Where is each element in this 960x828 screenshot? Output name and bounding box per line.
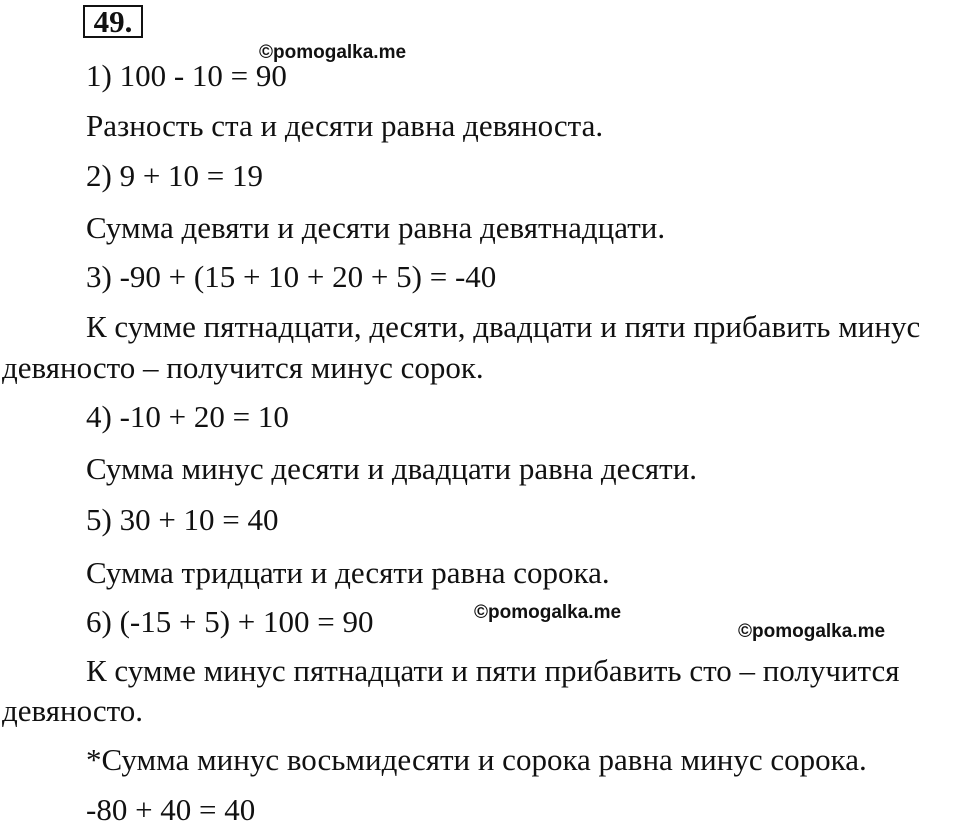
equation-3: 3) -90 + (15 + 10 + 20 + 5) = -40 <box>86 259 497 294</box>
explanation-5: Сумма тридцати и десяти равна сорока. <box>86 555 610 590</box>
watermark: ©pomogalka.me <box>259 42 407 63</box>
equation-2: 2) 9 + 10 = 19 <box>86 158 264 193</box>
star-note: *Сумма минус восьмидесяти и сорока равна минус сорока. <box>86 742 867 777</box>
explanation-3-line1: К сумме пятнадцати, десяти, двадцати и пяти прибавить минус <box>86 309 921 344</box>
equation-4: 4) -10 + 20 = 10 <box>86 399 289 434</box>
explanation-6-line2: девяносто. <box>2 693 144 728</box>
watermark: ©pomogalka.me <box>738 621 886 642</box>
explanation-4: Сумма минус десяти и двадцати равна десяти. <box>86 451 698 486</box>
explanation-6-line1: К сумме минус пятнадцати и пяти прибавить сто – получится <box>86 653 900 688</box>
explanation-3-line2: девяносто – получится минус сорок. <box>2 350 484 385</box>
star-equation: -80 + 40 = 40 <box>86 792 256 827</box>
exercise-number: 49. <box>83 5 143 38</box>
explanation-2: Сумма девяти и десяти равна девятнадцати. <box>86 210 666 245</box>
equation-5: 5) 30 + 10 = 40 <box>86 502 279 537</box>
explanation-1: Разность ста и десяти равна девяноста. <box>86 108 604 143</box>
equation-6: 6) (-15 + 5) + 100 = 90 <box>86 604 374 639</box>
equation-1: 1) 100 - 10 = 90 <box>86 58 287 93</box>
watermark: ©pomogalka.me <box>474 602 622 623</box>
